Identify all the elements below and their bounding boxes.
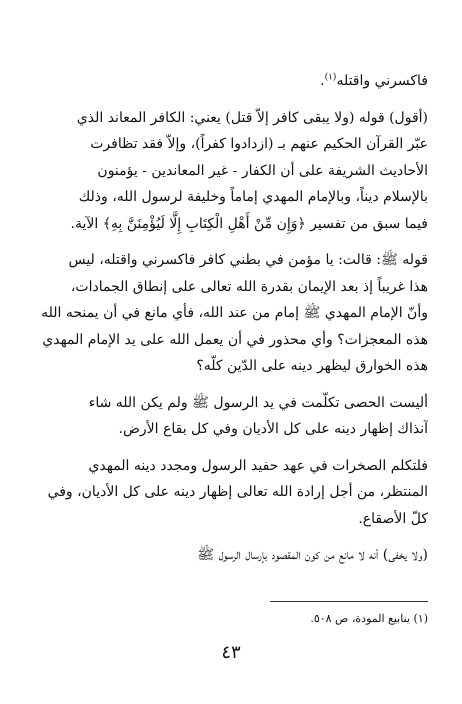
paragraph-1 xyxy=(38,68,428,95)
footnote: (١) ينابيع المودة، ص ٥٠٨. xyxy=(310,612,428,625)
text-line: (أقول) قوله (ولا يبقى كافر إلاّ قتل) يعني: الكافر المعاند الذي xyxy=(76,109,428,126)
text-line: هذه المعجزات؟ وأي محذور في أن يعمل الله على يد الإمام المهدي xyxy=(42,331,428,348)
paragraph-6 xyxy=(38,542,428,569)
paragraph-2 xyxy=(38,105,428,238)
paragraph-gap xyxy=(38,237,428,247)
paragraph-5 xyxy=(38,453,428,533)
text-line: عبّر القرآن الحكيم عنهم بـ (ازدادوا كفراً)، وإلاّ فقد تظافرت xyxy=(90,136,428,152)
paragraph-gap xyxy=(38,532,428,542)
paragraph-gap xyxy=(38,380,428,390)
text-line: فيما سبق من تفسير ﴿وَإِن مِّنْ أَهْلِ الْكِتَابِ إِلَّا لَيُؤْمِنَنَّ بِهِ﴾ الآية. xyxy=(70,215,428,232)
paragraph-gap xyxy=(38,95,428,105)
text-line: آنذاك إظهار دينه على كل الأديان وفي كل بقاع الأرض. xyxy=(118,421,428,437)
page-number: ٤٣ xyxy=(221,642,241,663)
footnote-marker: (١) xyxy=(324,72,337,83)
text-line: هذه الخوارق ليظهر دينه على الدّين كلّه؟ xyxy=(196,358,428,374)
text-line: فاكسرني واقتله xyxy=(336,73,428,89)
footnote-divider xyxy=(270,601,428,602)
text-line: كلّ الأصقاع. xyxy=(358,510,428,527)
text-line: قوله ﷺ: قالت: يا مؤمن في بطني كافر فاكسرني واقتله، ليس xyxy=(68,252,428,268)
text-line: . xyxy=(320,73,325,89)
text-line: هذا غريباً إذ بعد الإيمان بقدرة الله تعالى على إنطاق الجمادات، xyxy=(70,278,428,295)
text-line: الأحاديث الشريفة على أن الكفار - غير المعاندين - يؤمنون xyxy=(97,162,428,179)
text-line: بالإسلام ديناً، وبالإمام المهدي إماماً وخليفة لرسول الله، وذلك xyxy=(78,189,428,205)
text-line: المنتظر، من أجل إرادة الله تعالى إظهار دينه على كل الأديان، وفي xyxy=(47,484,428,500)
text-line: وأنّ الإمام المهدي ﷺ إمام من عند الله، فأي مانع في أن يمنحه الله xyxy=(41,305,428,321)
text-line: (ولا يخفى) أنه لا مانع من كون المقصود بإرسال الرسول ﷺ xyxy=(197,547,428,563)
text-line: فلتكلم الصخرات في عهد حفيد الرسول ومجدد دينه المهدي xyxy=(88,457,428,474)
paragraph-gap xyxy=(38,443,428,453)
text-line: أليست الحصى تكلّمت في يد الرسول ﷺ ولم يكن الله شاء xyxy=(88,394,428,411)
main-text xyxy=(38,68,428,569)
paragraph-3 xyxy=(38,247,428,380)
paragraph-4 xyxy=(38,390,428,443)
